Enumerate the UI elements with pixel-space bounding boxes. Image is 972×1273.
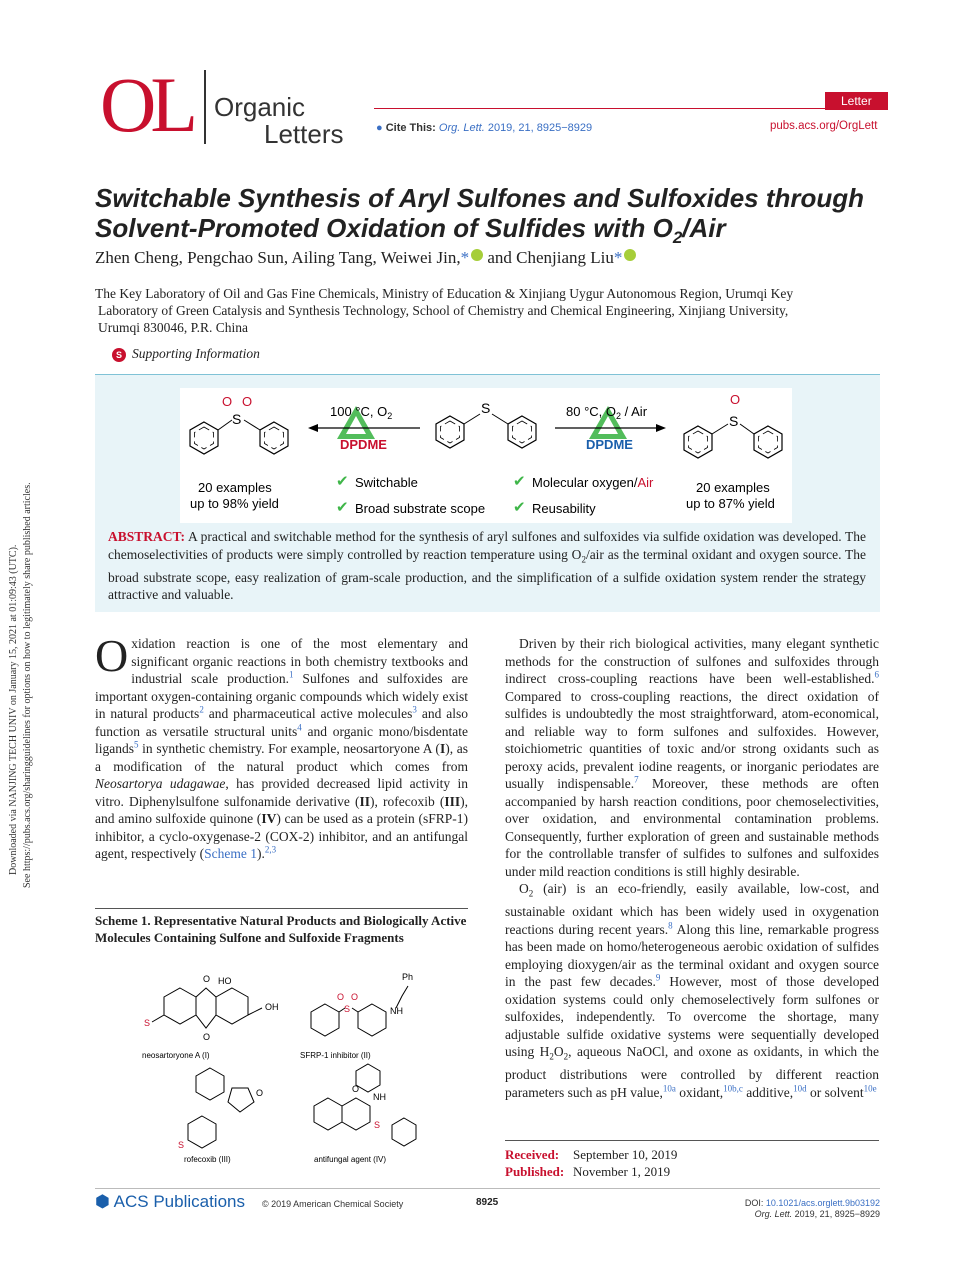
scheme-1-link[interactable]: Scheme 1	[204, 846, 257, 861]
reference-9[interactable]: 9	[655, 972, 661, 983]
sharing-note: See https://pubs.acs.org/sharingguidelines for options on how to legitimately share published articles.	[22, 482, 33, 888]
sulfone-o1: O	[222, 394, 233, 409]
reference-2[interactable]: 2	[199, 704, 204, 715]
check-icon-4: ✔	[513, 500, 526, 516]
sulfoxide-o: O	[730, 392, 741, 407]
published-date: November 1, 2019	[573, 1164, 671, 1179]
left-solvent: DPDME	[340, 437, 387, 452]
neo-oh: OH	[265, 1002, 279, 1012]
download-note: Downloaded via NANJING TECH UNIV on January 15, 2021 at 01:09:43 (UTC).	[8, 544, 19, 875]
affiliation-line1: The Key Laboratory of Oil and Gas Fine Chemicals, Ministry of Education & Xinjiang Uygur Autonomous Region, Urumqi Key	[95, 286, 794, 301]
affiliation-line2: Laboratory of Green Catalysis and Synthesis Technology, School of Chemistry and Chemical Engineering, Xinjiang University,	[98, 303, 789, 318]
article-title	[95, 183, 895, 253]
scheme-1-structures	[140, 968, 440, 1164]
check-icon: ✔	[336, 474, 349, 490]
caption-sfrp1: SFRP-1 inhibitor (II)	[300, 1051, 371, 1060]
check-icon-3: ✔	[513, 474, 526, 490]
reference-10d[interactable]: 10d	[793, 1083, 807, 1094]
doi-block	[700, 1198, 880, 1220]
supporting-information-link[interactable]	[112, 346, 260, 362]
sfrp-o2: O	[351, 992, 359, 1002]
check-icon-2: ✔	[336, 500, 349, 516]
affiliation	[95, 285, 880, 336]
neo-ho: HO	[218, 976, 232, 986]
doi-label: DOI:	[744, 1198, 766, 1208]
reference-5[interactable]: 5	[134, 739, 139, 750]
antifungal-s: S	[374, 1120, 381, 1130]
authors-last: and Chenjiang Liu	[487, 248, 614, 267]
journal-url-link[interactable]: pubs.acs.org/OrgLett	[770, 120, 878, 132]
article-type-badge: Letter	[825, 92, 888, 110]
toc-graphic	[180, 388, 792, 523]
caption-antifungal: antifungal agent (IV)	[314, 1155, 387, 1164]
title-line2-text: Solvent-Promoted Oxidation of Sulfides with O	[95, 213, 673, 243]
cite-label: Cite This:	[385, 122, 436, 134]
logo-divider	[204, 70, 206, 144]
supporting-info-label: Supporting Information	[132, 346, 260, 361]
corresponding-mark-2: *	[613, 248, 623, 267]
received-label: Received:	[505, 1147, 560, 1162]
sulfide-s: S	[481, 400, 491, 416]
right-yield: up to 87% yield	[686, 496, 775, 511]
reference-7[interactable]: 7	[634, 774, 639, 785]
supporting-info-icon: S	[112, 348, 126, 362]
abstract-part2: /air as the terminal oxidant and oxygen source. The broad substrate scope, easy realization of gram-scale production, and the simplification of a sulfide oxidation system render the strategy attractive and valuable.	[108, 546, 866, 603]
sfrp-s: S	[344, 1004, 351, 1014]
right-condition: 80 °C, $O_2$ / Air	[566, 404, 648, 421]
structure-rofecoxib	[178, 1068, 263, 1164]
rofecoxib-o: O	[256, 1088, 264, 1098]
abstract-label: ABSTRACT:	[108, 529, 186, 544]
cite-this[interactable]	[376, 122, 592, 134]
dates	[505, 1146, 677, 1180]
reference-3[interactable]: 3	[412, 704, 417, 715]
drop-cap: O	[95, 630, 129, 681]
reference-2-3[interactable]: 2,3	[264, 844, 277, 855]
journal-logo: OL	[100, 61, 192, 148]
structure-antifungal	[314, 1064, 416, 1164]
right-examples: 20 examples	[696, 480, 770, 495]
antifungal-nh: NH	[373, 1092, 386, 1102]
left-yield: up to 98% yield	[190, 496, 279, 511]
feature-switchable: Switchable	[355, 475, 418, 490]
received-date: September 10, 2019	[573, 1147, 678, 1162]
reference-10e[interactable]: 10e	[863, 1083, 877, 1094]
scheme-rule	[95, 908, 468, 909]
sulfone-s: S	[232, 411, 242, 427]
feature-oxygen: Molecular oxygen/Air	[532, 475, 654, 490]
neo-o2: O	[203, 1032, 211, 1042]
cite-journal: Org. Lett.	[438, 122, 485, 134]
reference-10a[interactable]: 10a	[662, 1083, 676, 1094]
sulfoxide-structure	[684, 392, 782, 458]
affiliation-line3: Urumqi 830046, P.R. China	[98, 320, 249, 335]
authors-first: Zhen Cheng, Pengchao Sun, Ailing Tang, Weiwei Jin,	[95, 248, 461, 267]
structure-neosartoryone	[142, 974, 279, 1060]
sfrp-o: O	[337, 992, 345, 1002]
body-right-column	[505, 635, 879, 1101]
abstract-subscript: 2	[581, 554, 586, 565]
reference-1[interactable]: 1	[288, 669, 294, 680]
footer-citation: 2019, 21, 8925−8929	[792, 1209, 880, 1219]
sulfoxide-s: S	[729, 413, 739, 429]
neo-o: O	[203, 974, 211, 984]
right-arrowhead	[656, 424, 666, 432]
footer-rule	[95, 1188, 880, 1189]
abstract-text	[108, 528, 866, 604]
left-condition: 100 °C, $O_2$	[330, 404, 393, 421]
acs-hex-icon: ⬢	[95, 1192, 110, 1211]
journal-name	[214, 94, 344, 148]
neo-s: S	[144, 1018, 151, 1028]
acs-publications-logo[interactable]	[95, 1192, 245, 1212]
cite-volume: 2019, 21, 8925−8929	[487, 122, 593, 134]
title-line2-tail: /Air	[682, 213, 726, 243]
reference-4[interactable]: 4	[297, 722, 302, 732]
paragraph-o2: $O_2$ (air) is an eco-friendly, easily available, low-cost, and sustainable oxidant which has been widely used in oxygenation reactions during recent years.$^8$ Along this line, remarkable progress has been made on homo/heterogeneous aerobic oxidation of sulfides employing dioxygen/air as the terminal oxidant and oxygen source in the past few decades.$^9$ However, most of those developed oxidation systems could only chemoselectively form sulfones or sulfoxides, independently. To overcome the shortage, many adjustable sulfide oxidative systems were sequentially developed using $H_2O_2$, aqueous NaOCl, and oxone as oxidants, in which the product distributions were controlled by different reaction parameters such as pH value,$^{10a}$ oxidant,$^{10b,c}$ additive,$^{10d}$ or solvent$^{10e}$	[505, 881, 879, 1100]
page-number: 8925	[476, 1197, 499, 1208]
sfrp-nh: NH	[390, 1006, 403, 1016]
antifungal-o: O	[352, 1084, 360, 1094]
received-rule	[505, 1140, 879, 1141]
journal-name-line2: Letters	[264, 119, 344, 149]
doi-link[interactable]: 10.1021/acs.orglett.9b03192	[765, 1198, 880, 1208]
paragraph-driven: Driven by their rich biological activities, many elegant synthetic methods for the construction of sulfones and sulfoxides through indirect cross-coupling reactions have been well-established.$^6$ Compared to cross-coupling reactions, the direct oxidation of sulfides is undoubtedly the most straightforward, atom-economical, and reliable way to form sulfones and sulfoxides. However, stoichiometric quantities of toxic and/or strong oxidants such as peroxy acids, prevalent iodine reagents, or inorganic periodates are usually indispensable.$^7$ Moreover, these methods are often accompanied by harsh reaction conditions, poor chemoselectivities, over oxidation, and environmental contamination problems. Consequently, further exploration of green and sustainable methods for the controllable transfer of sulfides to sulfones and sulfoxides under mild reaction conditions is still highly desirable.	[505, 636, 879, 879]
title-subscript: 2	[672, 228, 683, 248]
scheme-caption: Scheme 1. Representative Natural Products and Biologically Active Molecules Containing Sulfone and Sulfoxide Fragments	[95, 913, 467, 945]
header-rule	[374, 108, 879, 109]
footer-journal: Org. Lett.	[754, 1209, 793, 1219]
reference-6[interactable]: 6	[874, 669, 879, 680]
orcid-icon[interactable]	[471, 249, 483, 261]
feature-scope: Broad substrate scope	[355, 501, 486, 516]
rofecoxib-s: S	[178, 1140, 185, 1150]
cite-icon: ●	[376, 122, 383, 134]
intro-paragraph: Oxidation reaction is one of the most elementary and significant organic reactions in both chemistry textbooks and industrial scale production.$^1$ Sulfones and sulfoxides are important oxygen-containing organic compounds which widely exist in natural products$^2$ and pharmaceutical active molecules$^3$ and also function as versatile structural units$^4$ and organic mono/bisdentate ligands$^5$ in synthetic chemistry. For example, neosartoryone A (I), as a modification of the natural product which comes from Neosartorya udagawae, has provided decreased lipid activity in vitro. Diphenylsulfone sulfonamide derivative (II), rofecoxib (III), and amino sulfoxide quinone (IV) can be used as a protein (sFRP-1) inhibitor, a cyclo-oxygenase-2 (COX-2) inhibitor, and an antifungal agent, respectively (Scheme 1).$^{2,3}$	[95, 630, 469, 861]
structure-sfrp1	[300, 972, 413, 1060]
copyright: © 2019 American Chemical Society	[262, 1199, 404, 1209]
sulfone-structure	[190, 394, 288, 454]
reference-10bc[interactable]: 10b,c	[723, 1083, 743, 1094]
caption-rofecoxib: rofecoxib (III)	[184, 1155, 231, 1164]
left-examples: 20 examples	[198, 480, 272, 495]
orcid-icon-2[interactable]	[624, 249, 636, 261]
feature-reusability: Reusability	[532, 501, 596, 516]
author-list	[95, 248, 636, 268]
corresponding-mark: *	[460, 248, 470, 267]
reference-8[interactable]: 8	[668, 920, 673, 931]
caption-neosartoryone: neosartoryone A (I)	[142, 1051, 210, 1060]
left-arrowhead	[308, 424, 318, 432]
abstract-part1: A practical and switchable method for the synthesis of aryl sulfones and sulfoxides via sulfide oxidation was developed. The chemoselectivities of products were simply controlled by reaction temperature using O	[108, 529, 866, 562]
published-label: Published:	[505, 1164, 565, 1179]
sulfone-o2: O	[242, 394, 253, 409]
journal-name-line1: Organic	[214, 92, 306, 122]
title-line1: Switchable Synthesis of Aryl Sulfones and Sulfoxides through	[95, 183, 865, 213]
sulfide-structure	[436, 400, 536, 448]
sfrp-ph: Ph	[402, 972, 414, 982]
right-solvent: DPDME	[586, 437, 633, 452]
publisher-name: ACS Publications	[113, 1192, 245, 1211]
